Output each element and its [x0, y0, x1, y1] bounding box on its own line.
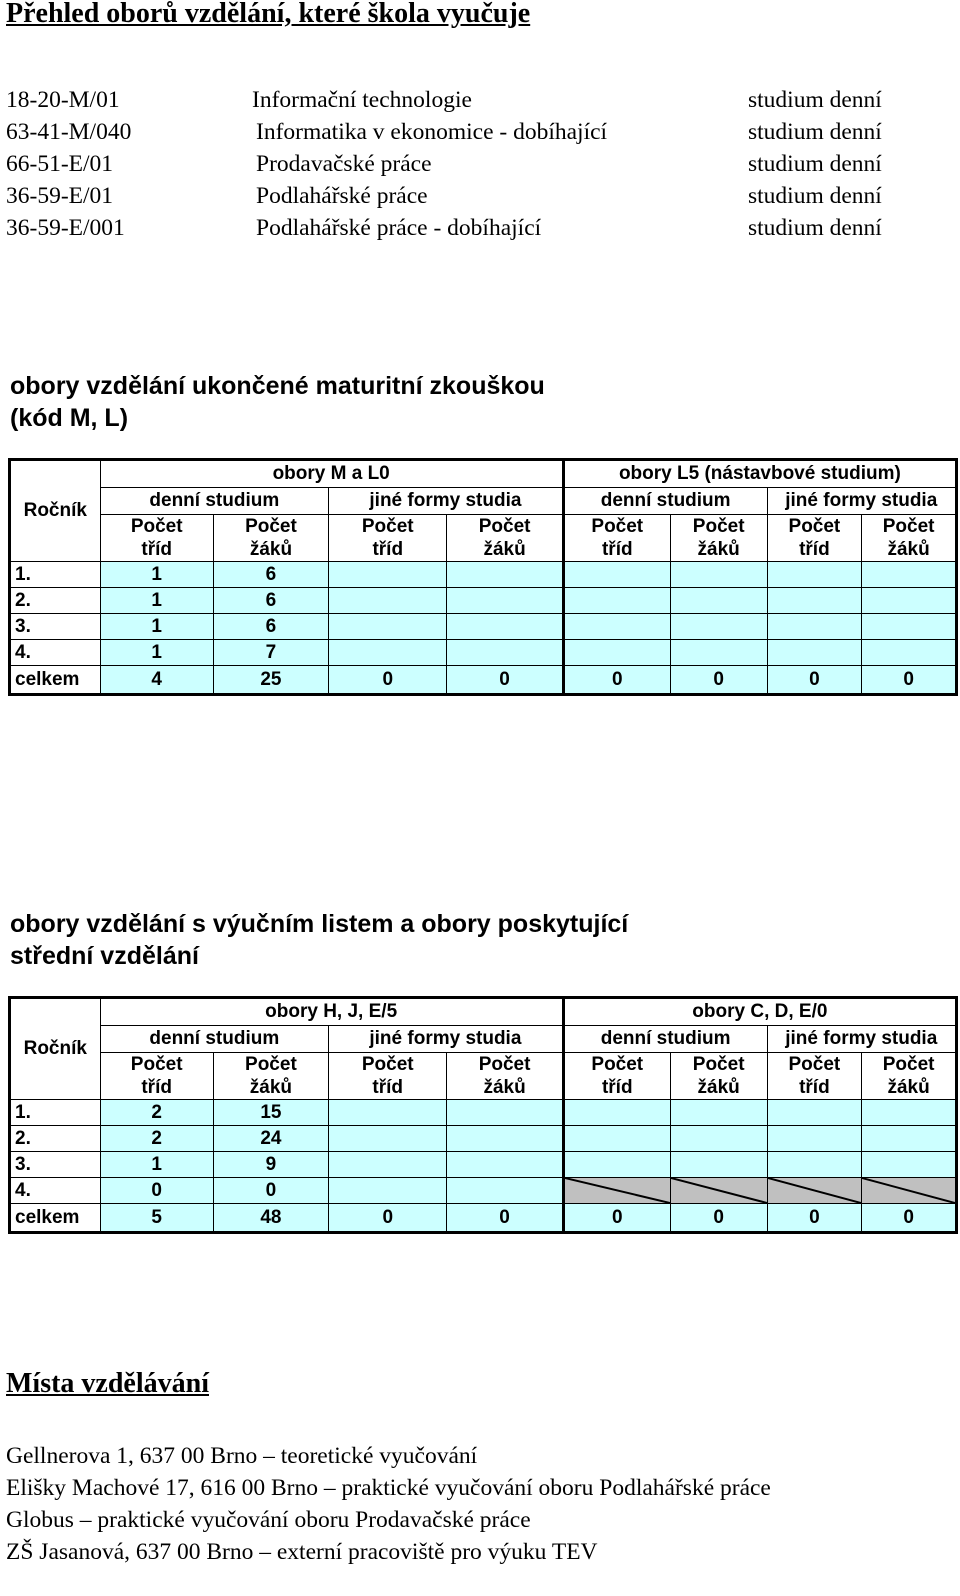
cell-empty [670, 1100, 767, 1126]
place-item: Gellnerova 1, 637 00 Brno – teoretické vyučování [6, 1443, 478, 1469]
table-row [10, 562, 957, 588]
program-form: studium denní [748, 151, 882, 177]
cell-trid: 1 [100, 562, 213, 588]
cell-zaku: 0 [213, 1178, 328, 1204]
row-label: 3. [10, 614, 101, 640]
col-header-zaku: Počet žáků [447, 1053, 563, 1100]
table-row [10, 614, 957, 640]
table-row [10, 1126, 957, 1152]
cell-empty [862, 588, 957, 614]
cell-zaku: 6 [213, 562, 328, 588]
cell-empty [767, 1126, 862, 1152]
group-header: obory M a L0 [100, 460, 563, 488]
total-cell: 0 [329, 666, 447, 695]
cell-empty [563, 1126, 670, 1152]
group-header: obory C, D, E/0 [563, 998, 956, 1026]
total-label: celkem [10, 1204, 101, 1233]
form-header: denní studium [563, 488, 767, 515]
row-label: 3. [10, 1152, 101, 1178]
total-cell: 4 [100, 666, 213, 695]
cell-empty [329, 562, 447, 588]
cell-trid: 1 [100, 614, 213, 640]
total-cell: 0 [329, 1204, 447, 1233]
rocnik-header: Ročník [10, 460, 101, 562]
table-row [10, 1178, 957, 1204]
group-header: obory H, J, E/5 [100, 998, 563, 1026]
program-code: 36-59-E/01 [6, 183, 114, 209]
form-header: denní studium [100, 488, 329, 515]
cell-empty [563, 614, 670, 640]
cell-empty [563, 1100, 670, 1126]
cell-disabled [563, 1178, 670, 1204]
row-label: 4. [10, 1178, 101, 1204]
cell-empty [862, 640, 957, 666]
col-header-zaku: Počet žáků [213, 1053, 328, 1100]
cell-trid: 2 [100, 1100, 213, 1126]
total-cell: 0 [563, 1204, 670, 1233]
place-item: ZŠ Jasanová, 637 00 Brno – externí pracoviště pro výuku TEV [6, 1539, 598, 1565]
program-form: studium denní [748, 215, 882, 241]
cell-empty [563, 640, 670, 666]
cell-empty [767, 1152, 862, 1178]
program-list [6, 84, 906, 244]
total-cell: 0 [767, 1204, 862, 1233]
cell-empty [767, 1100, 862, 1126]
col-header-zaku: Počet žáků [670, 515, 767, 562]
cell-empty [670, 1126, 767, 1152]
section-title-line: obory vzdělání ukončené maturitní zkouškou [10, 372, 545, 400]
cell-empty [862, 1100, 957, 1126]
row-label: 4. [10, 640, 101, 666]
program-code: 66-51-E/01 [6, 151, 114, 177]
cell-empty [447, 1126, 563, 1152]
col-header-trid: Počet tříd [329, 515, 447, 562]
total-cell: 0 [447, 1204, 563, 1233]
row-label: 1. [10, 562, 101, 588]
col-header-zaku: Počet žáků [670, 1053, 767, 1100]
cell-empty [862, 614, 957, 640]
section-title-vyucni-list [10, 908, 628, 972]
cell-empty [447, 1100, 563, 1126]
cell-empty [862, 1126, 957, 1152]
col-header-trid: Počet tříd [563, 1053, 670, 1100]
cell-empty [670, 562, 767, 588]
total-row [10, 666, 957, 695]
form-header: denní studium [100, 1026, 328, 1053]
cell-trid: 1 [100, 1152, 213, 1178]
group-header: obory L5 (nástavbové studium) [563, 460, 956, 488]
program-code: 36-59-E/001 [6, 215, 125, 241]
cell-empty [670, 614, 767, 640]
cell-trid: 1 [100, 588, 213, 614]
table-maturita [8, 458, 958, 696]
cell-trid: 0 [100, 1178, 213, 1204]
section-title-line: obory vzdělání s výučním listem a obory poskytující [10, 910, 629, 938]
form-header: jiné formy studia [329, 488, 564, 515]
program-name: Podlahářské práce [256, 183, 428, 209]
program-row [6, 84, 906, 116]
cell-empty [329, 1100, 447, 1126]
section-title-maturita [10, 370, 545, 434]
form-header: jiné formy studia [767, 488, 956, 515]
program-form: studium denní [748, 87, 882, 113]
cell-zaku: 6 [213, 614, 328, 640]
section-title-line: střední vzdělání [10, 942, 199, 970]
program-name: Podlahářské práce - dobíhající [256, 215, 542, 241]
col-header-trid: Počet tříd [100, 515, 213, 562]
places-title: Místa vzdělávání [6, 1368, 209, 1399]
program-row [6, 148, 906, 180]
table-row [10, 640, 957, 666]
cell-empty [767, 640, 862, 666]
cell-disabled [670, 1178, 767, 1204]
cell-zaku: 9 [213, 1152, 328, 1178]
cell-empty [447, 562, 563, 588]
total-cell: 25 [213, 666, 328, 695]
program-row [6, 180, 906, 212]
program-name: Informatika v ekonomice - dobíhající [256, 119, 608, 145]
cell-empty [329, 614, 447, 640]
program-name: Prodavačské práce [256, 151, 432, 177]
program-row [6, 212, 906, 244]
cell-empty [862, 562, 957, 588]
cell-empty [329, 1178, 447, 1204]
cell-empty [329, 588, 447, 614]
cell-empty [447, 1152, 563, 1178]
cell-trid: 1 [100, 640, 213, 666]
form-header: jiné formy studia [329, 1026, 564, 1053]
cell-empty [670, 1152, 767, 1178]
total-cell: 0 [862, 666, 957, 695]
place-item: Elišky Machové 17, 616 00 Brno – praktické vyučování oboru Podlahářské práce [6, 1475, 771, 1501]
row-label: 2. [10, 1126, 101, 1152]
cell-empty [329, 640, 447, 666]
cell-empty [447, 1178, 563, 1204]
section-title-line: (kód M, L) [10, 404, 129, 432]
cell-empty [670, 588, 767, 614]
cell-empty [447, 640, 563, 666]
col-header-trid: Počet tříd [767, 515, 862, 562]
cell-empty [862, 1152, 957, 1178]
table-row [10, 1152, 957, 1178]
total-cell: 0 [670, 1204, 767, 1233]
program-form: studium denní [748, 119, 882, 145]
form-header: jiné formy studia [767, 1026, 956, 1053]
total-cell: 0 [563, 666, 670, 695]
places-list [6, 1440, 771, 1568]
table-vyucni-list [8, 996, 958, 1234]
total-cell: 0 [670, 666, 767, 695]
cell-empty [329, 1152, 447, 1178]
cell-empty [767, 614, 862, 640]
place-item: Globus – praktické vyučování oboru Prodavačské práce [6, 1507, 531, 1533]
cell-empty [563, 1152, 670, 1178]
total-label: celkem [10, 666, 101, 695]
cell-zaku: 7 [213, 640, 328, 666]
col-header-zaku: Počet žáků [447, 515, 563, 562]
total-cell: 0 [447, 666, 563, 695]
col-header-trid: Počet tříd [563, 515, 670, 562]
cell-zaku: 6 [213, 588, 328, 614]
cell-empty [670, 640, 767, 666]
cell-disabled [862, 1178, 957, 1204]
form-header: denní studium [563, 1026, 767, 1053]
page-title: Přehled oborů vzdělání, které škola vyučuje [6, 0, 531, 29]
cell-trid: 2 [100, 1126, 213, 1152]
program-row [6, 116, 906, 148]
program-code: 63-41-M/040 [6, 119, 132, 145]
cell-empty [767, 588, 862, 614]
cell-zaku: 24 [213, 1126, 328, 1152]
program-name: Informační technologie [252, 87, 472, 113]
table-row [10, 1100, 957, 1126]
total-row [10, 1204, 957, 1233]
cell-empty [329, 1126, 447, 1152]
rocnik-header: Ročník [10, 998, 101, 1100]
cell-disabled [767, 1178, 862, 1204]
cell-zaku: 15 [213, 1100, 328, 1126]
col-header-trid: Počet tříd [767, 1053, 862, 1100]
program-code: 18-20-M/01 [6, 87, 120, 113]
cell-empty [563, 562, 670, 588]
total-cell: 5 [100, 1204, 213, 1233]
program-form: studium denní [748, 183, 882, 209]
col-header-zaku: Počet žáků [862, 1053, 957, 1100]
cell-empty [447, 614, 563, 640]
cell-empty [447, 588, 563, 614]
table-row [10, 588, 957, 614]
col-header-zaku: Počet žáků [862, 515, 957, 562]
row-label: 1. [10, 1100, 101, 1126]
total-cell: 48 [213, 1204, 328, 1233]
total-cell: 0 [862, 1204, 957, 1233]
row-label: 2. [10, 588, 101, 614]
col-header-trid: Počet tříd [329, 1053, 447, 1100]
total-cell: 0 [767, 666, 862, 695]
cell-empty [563, 588, 670, 614]
col-header-trid: Počet tříd [100, 1053, 213, 1100]
col-header-zaku: Počet žáků [213, 515, 328, 562]
cell-empty [767, 562, 862, 588]
